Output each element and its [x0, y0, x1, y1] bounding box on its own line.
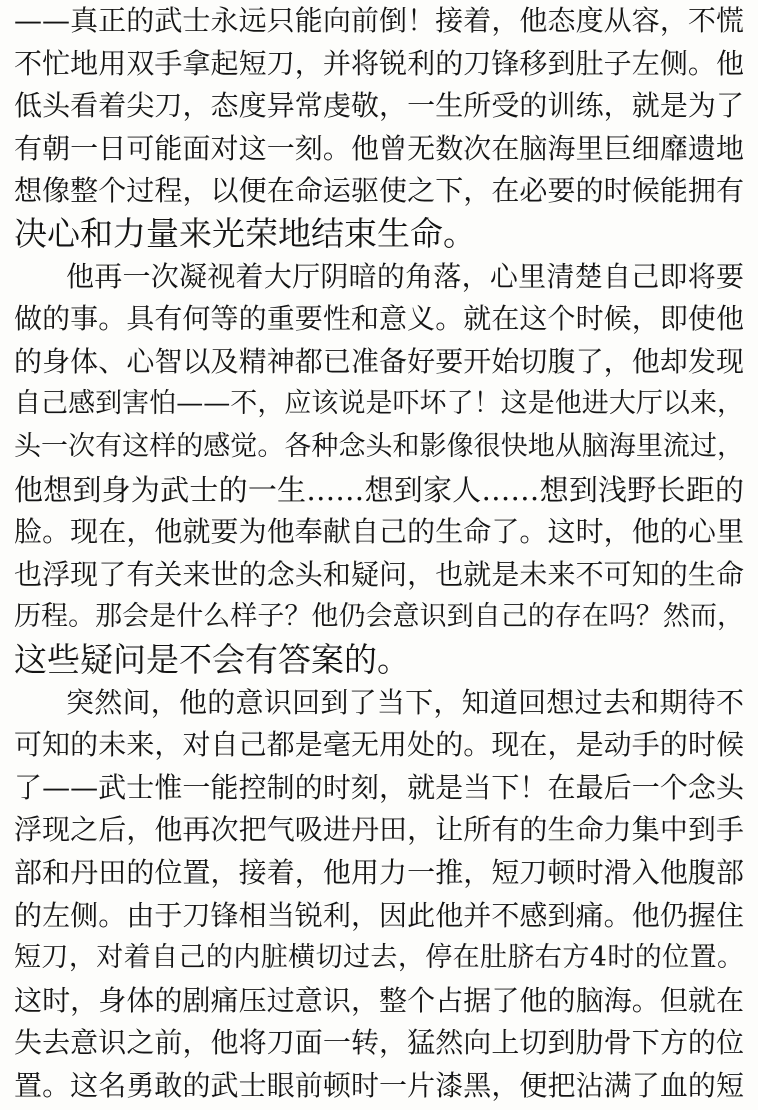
text-line: 做的事。具有何等的重要性和意义。就在这个时候，即使他	[14, 302, 744, 336]
text-line: 可知的未来，对自己都是毫无用处的。现在，是动手的时候	[14, 728, 744, 762]
text-line: 不忙地用双手拿起短刀，并将锐利的刀锋移到肚子左侧。他	[14, 46, 744, 80]
text-line: 了——武士惟一能控制的时刻，就是当下！在最后一个念头	[14, 770, 744, 804]
text-line: ——真正的武士永远只能向前倒！接着，他态度从容，不慌	[14, 4, 744, 37]
text-line: 头一次有这样的感觉。各种念头和影像很快地从脑海里流过，	[14, 431, 744, 462]
text-line: 有朝一日可能面对这一刻。他曾无数次在脑海里巨细靡遗地	[14, 131, 744, 165]
text-line: 突然间，他的意识回到了当下，知道回想过去和期待不	[66, 685, 744, 719]
text-line: 的左侧。由于刀锋相当锐利，因此他并不感到痛。他仍握住	[14, 898, 744, 932]
text-line: 也浮现了有关来世的念头和疑问，也就是未来不可知的生命	[14, 557, 744, 591]
text-line: 想像整个过程，以便在命运驱使之下，在必要的时候能拥有	[14, 174, 744, 208]
text-line: 决心和力量来光荣地结束生命。	[14, 214, 476, 253]
text-line: 失去意识之前，他将刀面一转，猛然向上切到肋骨下方的位	[14, 1026, 744, 1060]
text-line: 脸。现在，他就要为他奉献自己的生命了。这时，他的心里	[14, 515, 744, 549]
text-line: 他再一次凝视着大厅阴暗的角落，心里清楚自己即将要	[66, 259, 744, 293]
text-line: 低头看着尖刀，态度异常虔敬，一生所受的训练，就是为了	[14, 89, 744, 123]
text-line: 部和丹田的位置，接着，他用力一推，短刀顿时滑入他腹部	[14, 856, 744, 889]
text-line: 这些疑问是不会有答案的。	[14, 640, 410, 679]
text-line: 置。这名勇敢的武士眼前顿时一片漆黑，便把沾满了血的短	[14, 1069, 744, 1102]
text-line: 浮现之后，他再次把气吸进丹田，让所有的生命力集中到手	[14, 813, 744, 847]
text-line: 他想到身为武士的一生……想到家人……想到浅野长距的	[14, 472, 744, 507]
text-line: 短刀，对着自己的内脏横切过去，停在肚脐右方4时的位置。	[14, 942, 744, 974]
text-line: 的身体、心智以及精神都已准备好要开始切腹了，他却发现	[14, 344, 744, 378]
text-line: 历程。那会是什么样子？他仍会意识到自己的存在吗？然而，	[14, 601, 744, 633]
text-line: 这时，身体的剧痛压过意识，整个占据了他的脑海。但就在	[14, 983, 744, 1017]
text-line: 自己感到害怕——不，应该说是吓坏了！这是他进大厅以来，	[14, 388, 744, 420]
